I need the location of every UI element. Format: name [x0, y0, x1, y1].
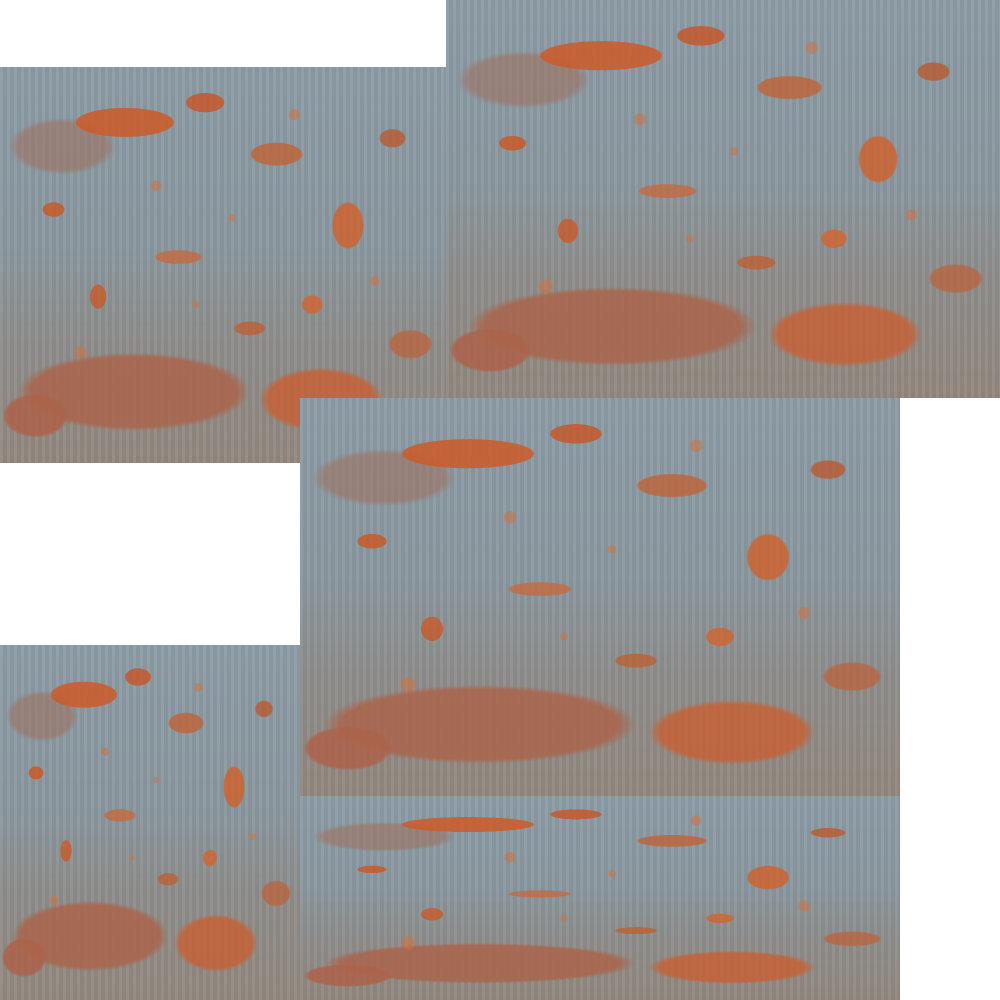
rust-texture-tile-bottom-center	[300, 796, 900, 1000]
rust-texture-tile-top-right	[446, 0, 1000, 398]
rust-texture-tile-bottom-left	[0, 645, 300, 1000]
rust-texture-tile-center	[300, 398, 900, 796]
